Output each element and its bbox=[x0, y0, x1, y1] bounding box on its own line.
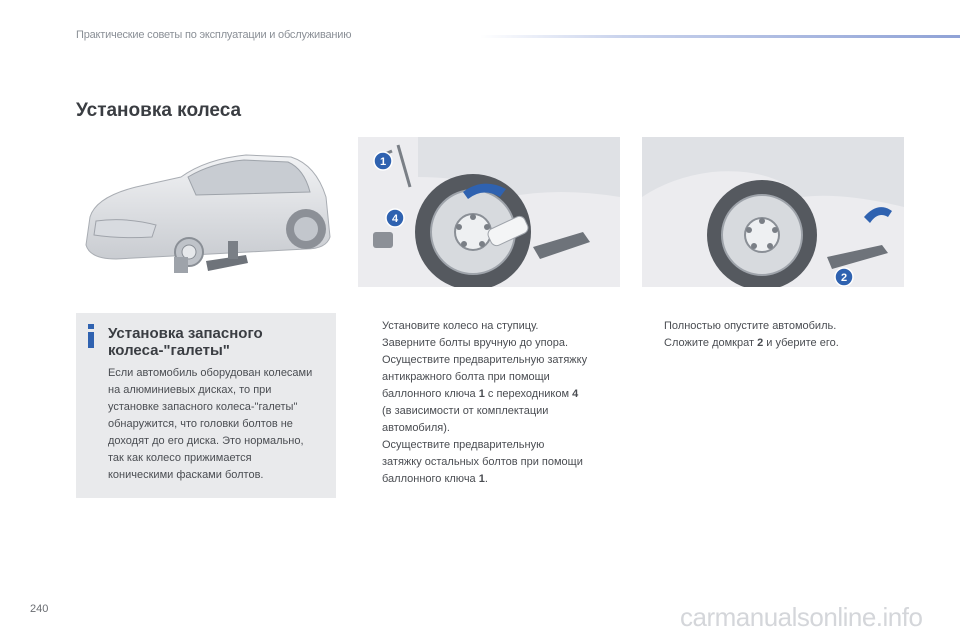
key-number: 1 bbox=[478, 473, 485, 485]
info-line: на алюминиевых дисках, то при bbox=[108, 384, 272, 396]
callout-2: 2 bbox=[840, 272, 848, 284]
step-text: антикражного болта при помощи bbox=[382, 371, 550, 383]
info-line: обнаружится, что головки болтов не bbox=[108, 418, 293, 430]
step-item bbox=[644, 318, 904, 335]
step-text: Осуществите предварительную затяжку bbox=[382, 354, 588, 366]
step-item bbox=[362, 318, 624, 335]
info-box-title bbox=[108, 325, 328, 359]
watermark: carmanualsonline.info bbox=[680, 602, 923, 632]
step-item bbox=[644, 335, 904, 352]
lowered-wheel-drawing bbox=[642, 137, 904, 287]
step-text: Установите колесо на ступицу. bbox=[382, 320, 539, 332]
info-box bbox=[76, 313, 336, 498]
info-line: доходят до его диска. Это нормально, bbox=[108, 435, 304, 447]
step-text: автомобиля). bbox=[382, 422, 450, 434]
step-text: баллонного ключа bbox=[382, 473, 479, 485]
step-text: Заверните болты вручную до упора. bbox=[382, 337, 569, 349]
step-text: с переходником bbox=[484, 388, 573, 400]
info-line: коническими фасками болтов. bbox=[108, 469, 264, 481]
lower-vehicle-illustration bbox=[642, 137, 904, 287]
step-text: (в зависимости от комплектации bbox=[382, 405, 549, 417]
page-number: 240 bbox=[30, 603, 49, 615]
step-text: Полностью опустите автомобиль. bbox=[664, 320, 837, 332]
step-text: баллонного ключа bbox=[382, 388, 479, 400]
header-rule bbox=[480, 35, 960, 38]
step-text: и уберите его. bbox=[763, 337, 839, 349]
info-box-text bbox=[108, 365, 330, 484]
car-drawing bbox=[76, 137, 336, 287]
running-head: Практические советы по эксплуатации и обслуживанию bbox=[76, 29, 352, 41]
key-number: 4 bbox=[572, 388, 579, 400]
callout-1: 1 bbox=[379, 156, 387, 168]
step-text: Осуществите предварительную bbox=[382, 439, 545, 451]
step-item bbox=[362, 437, 624, 488]
wheel-drawing bbox=[358, 137, 620, 287]
step-text: затяжку остальных болтов при помощи bbox=[382, 456, 583, 468]
tighten-bolts-illustration bbox=[358, 137, 620, 287]
lowering-steps-list bbox=[644, 318, 904, 352]
key-number: 2 bbox=[757, 337, 764, 349]
info-line: так как колесо прижимается bbox=[108, 452, 252, 464]
mounting-steps-list bbox=[362, 318, 624, 488]
step-item bbox=[362, 352, 624, 437]
info-icon bbox=[84, 323, 98, 349]
info-line: установке запасного колеса-"галеты" bbox=[108, 401, 298, 413]
page-title: Установка колеса bbox=[76, 100, 242, 121]
step-text: Сложите домкрат bbox=[664, 337, 758, 349]
step-item bbox=[362, 335, 624, 352]
info-line: Если автомобиль оборудован колесами bbox=[108, 367, 313, 379]
info-title-line-1: Установка запасного bbox=[108, 325, 263, 342]
callout-4: 4 bbox=[391, 213, 399, 225]
key-number: 1 bbox=[478, 388, 485, 400]
car-on-jack-illustration bbox=[76, 137, 336, 287]
step-text: . bbox=[484, 473, 488, 485]
info-title-line-2: колеса-"галеты" bbox=[108, 342, 230, 359]
